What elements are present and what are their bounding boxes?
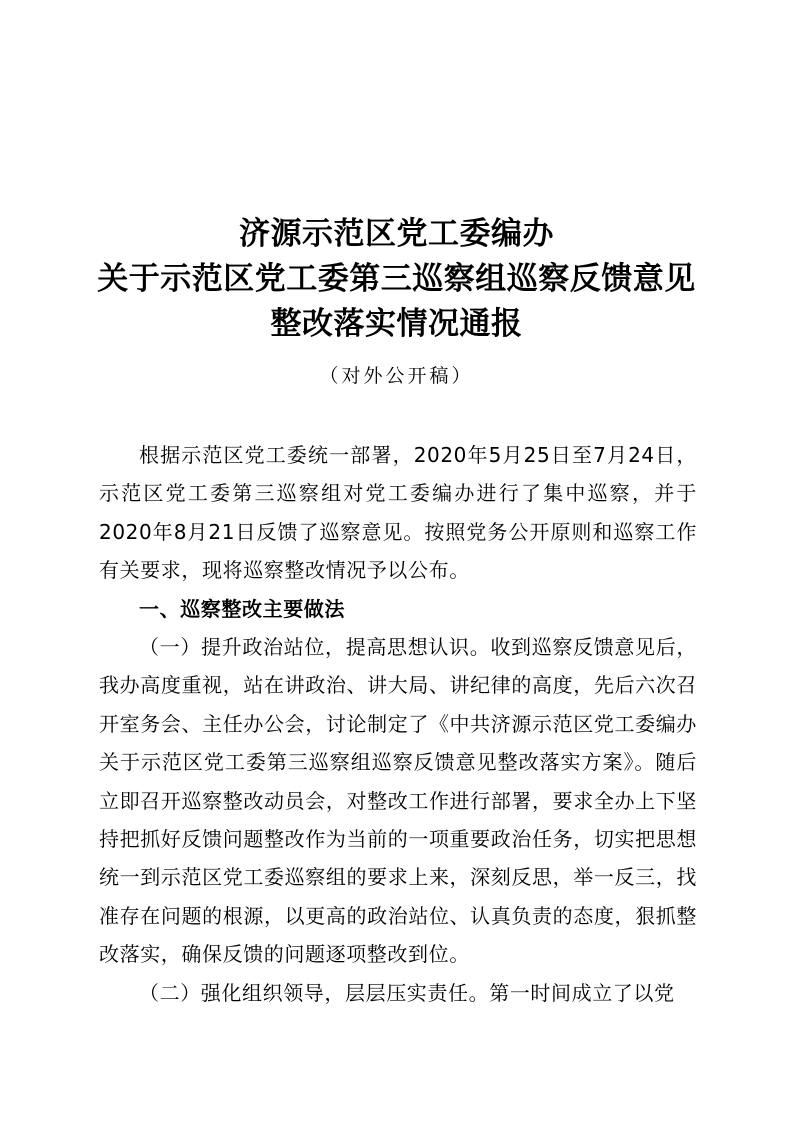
paragraph-lead: （一）提升政治站位，提高思想认识。	[139, 635, 491, 660]
section-paragraph-1	[99, 628, 697, 974]
paragraph-text: 第一时间成立了以党	[489, 980, 675, 1005]
section-heading: 一、巡察整改主要做法	[139, 596, 345, 621]
paragraph-text: 收到巡察反馈意见后，我办高度重视，站在讲政治、讲大局、讲纪律的高度，先后六次召开室务会、主任办公会，讨论制定了《中共济源示范区党工委编办关于示范区党工委第三巡察组巡察反馈意见整改落实方案》。随后立即召开巡察整改动员会，对整改工作进行部署，要求全办上下坚持把抓好反馈问题整改作为当前的一项重要政治任务，切实把思想统一到示范区党工委巡察组的要求上来，深刻反思，举一反三，找准存在问题的根源，以更高的政治站位、认真负责的态度，狠抓整改落实，确保反馈的问题逐项整改到位。	[99, 635, 697, 967]
paragraph-lead: （二）强化组织领导，层层压实责任。	[139, 980, 490, 1005]
document-body	[99, 436, 697, 1012]
title-line-1: 济源示范区党工委编办	[239, 216, 554, 252]
document-subtitle: （对外公开稿）	[319, 365, 474, 387]
section-paragraph-2	[99, 974, 697, 1012]
title-line-2: 关于示范区党工委第三巡察组巡察反馈意见	[97, 261, 696, 297]
document-title	[0, 212, 793, 347]
intro-paragraph: 根据示范区党工委统一部署，2020年5月25日至7月24日，示范区党工委第三巡察组对党工委编办进行了集中巡察，并于2020年8月21日反馈了巡察意见。按照党务公开原则和巡察工作有关要求，现将巡察整改情况予以公布。	[99, 443, 697, 583]
title-line-3: 整改落实情况通报	[270, 306, 523, 342]
